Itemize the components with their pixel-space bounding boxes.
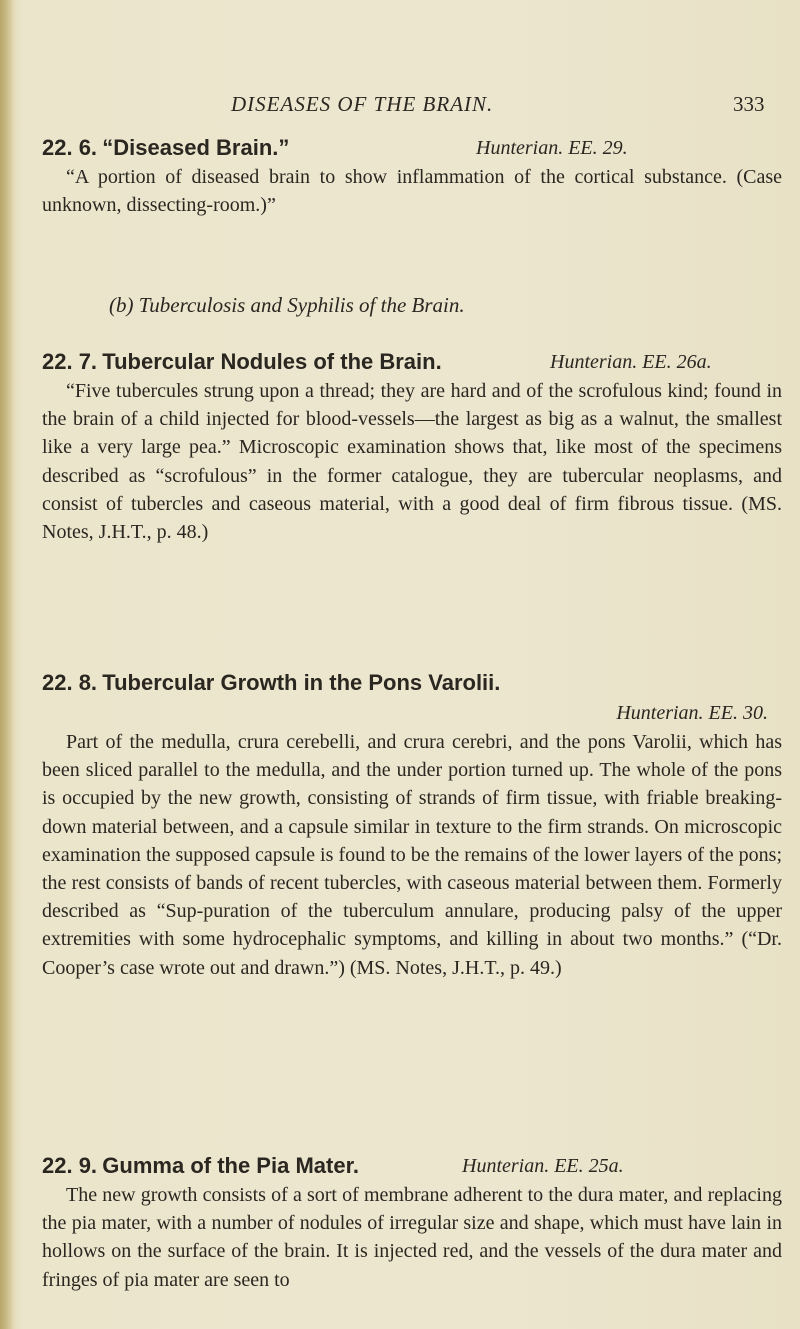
entry-reference: Hunterian. EE. 29. (476, 137, 628, 159)
entry-heading (42, 1151, 782, 1181)
running-head-title: DISEASES OF THE BRAIN. (231, 92, 494, 116)
section-subheading: (b) Tuberculosis and Syphilis of the Brain. (109, 293, 465, 317)
entry-text: Part of the medulla, crura cerebelli, and crura cerebri, and the pons Varolii, which has been sliced parallel to the medulla, and the under portion turned up. The whole of the pons is occupied by the new growth, consisting of strands of firm tissue, with friable breaking-down material between, and a capsule similar in texture to the firm strands. On microscopic examination the supposed capsule is found to be the remains of the lower layers of the pons; the rest consists of bands of recent tubercles, with caseous material between them. Formerly described as “Sup-puration of the tuberculum annulare, producing palsy of the upper extremities with some hydrocephalic symptoms, and killing in about two months.” (“Dr. Cooper’s case wrote out and drawn.”) (MS. Notes, J.H.T., p. 49.) (42, 731, 782, 979)
entry-number: 22. 7. (42, 349, 98, 374)
running-head (0, 92, 800, 122)
entry-text: “Five tubercules strung upon a thread; they are hard and of the scrofulous kind; found in the brain of a child injected for blood-vessels—the largest as big as a walnut, the smallest like a very large pea.” Microscopic examination shows that, like most of the specimens described as “scrofulous” in the former catalogue, they are tubercular neoplasms, and consist of tubercles and caseous material, with a good deal of firm fibrous tissue. (MS. Notes, J.H.T., p. 48.) (42, 380, 782, 544)
entry-22-6 (42, 133, 782, 219)
entry-reference: Hunterian. EE. 30. (616, 702, 768, 724)
entry-22-8 (42, 668, 782, 982)
gutter-shadow (0, 0, 14, 1329)
entry-text: “A portion of diseased brain to show inflammation of the cortical substance. (Case unknown, dissecting-room.)” (42, 166, 782, 217)
entry-22-9 (42, 1151, 782, 1294)
entry-reference: Hunterian. EE. 26a. (550, 351, 712, 373)
entry-reference: Hunterian. EE. 25a. (462, 1155, 624, 1177)
entry-number: 22. 6. (42, 135, 98, 160)
entry-heading (42, 668, 782, 698)
page-number: 333 (733, 92, 765, 116)
entry-title: Gumma of the Pia Mater. (102, 1153, 360, 1178)
entry-number: 22. 9. (42, 1153, 98, 1178)
entry-text: The new growth consists of a sort of membrane adherent to the dura mater, and replacing the pia mater, with a number of nodules of irregular size and shape, which must have lain in hollows on the surface of the brain. It is injected red, and the vessels of the dura mater and fringes of pia mater are seen to (42, 1184, 782, 1291)
entry-heading (42, 133, 782, 163)
entry-title: “Diseased Brain.” (102, 135, 290, 160)
entry-title: Tubercular Growth in the Pons Varolii. (102, 670, 501, 695)
entry-22-7 (42, 347, 782, 546)
entry-title: Tubercular Nodules of the Brain. (102, 349, 442, 374)
entry-number: 22. 8. (42, 670, 98, 695)
entry-heading (42, 347, 782, 377)
